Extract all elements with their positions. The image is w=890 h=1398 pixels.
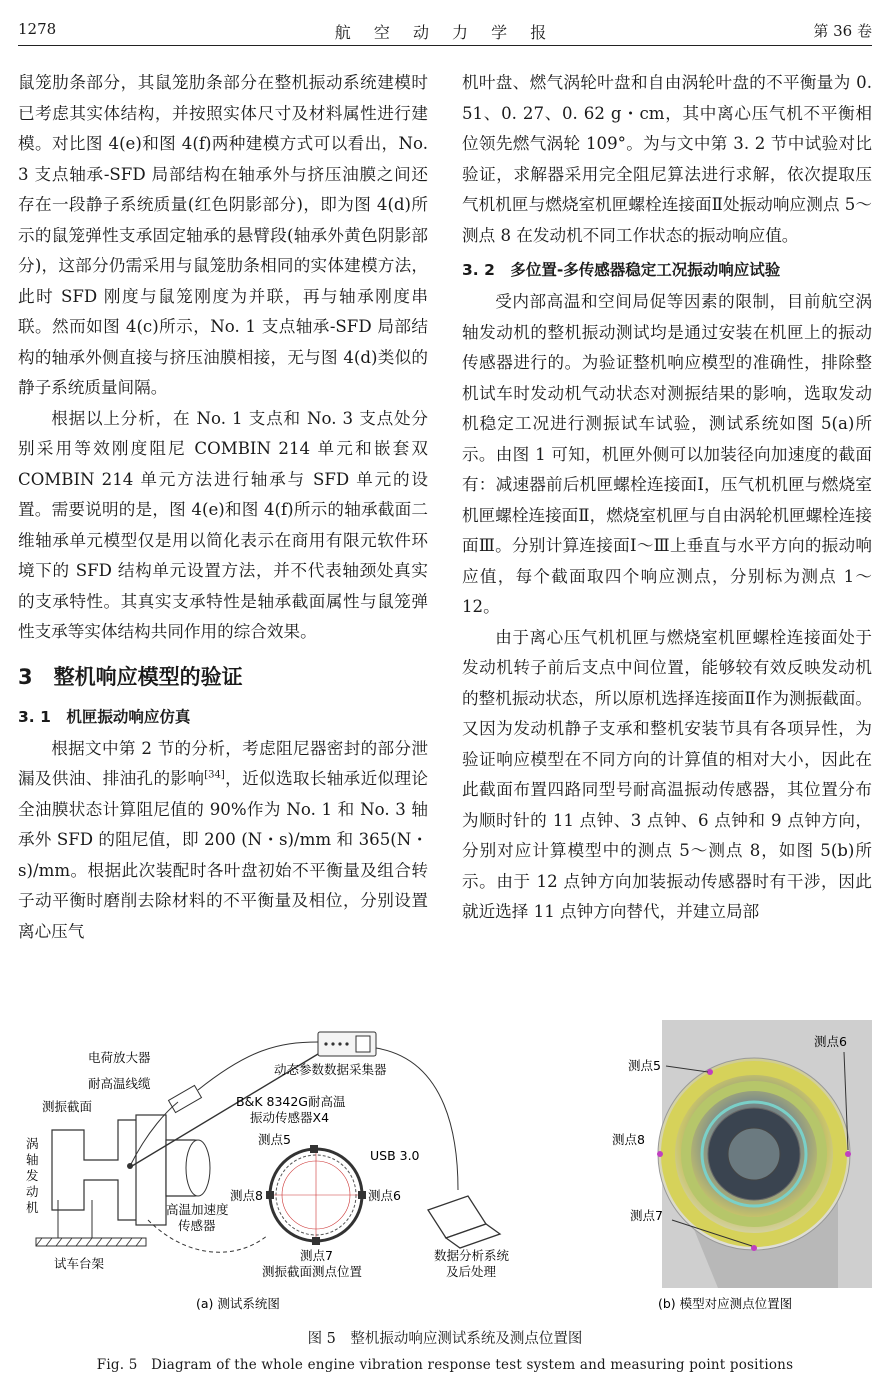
caption-a: (a) 测试系统图 [196,1296,280,1311]
usb-cable [376,1048,458,1190]
figure-5 [18,1020,872,1325]
sensor-pt5 [310,1145,318,1153]
daq-led [338,1042,341,1045]
page-number: 1278 [18,20,57,38]
citation-ref: [34] [204,769,225,781]
label-analysis-2: 及后处理 [446,1264,497,1279]
right-column [462,68,872,928]
label-usb: USB 3.0 [370,1148,420,1163]
section-heading: 3 整机响应模型的验证 [18,664,243,689]
label-ring-caption: 测振截面测点位置 [262,1264,363,1279]
label-engine-3: 发 [26,1168,39,1183]
left-paragraph-3 [18,734,428,948]
paragraph-text: ，近似选取长轴承近似理论全油膜状态计算阻尼值的 90%作为 No. 1 和 No. 3 轴承外 SFD 的阻尼值，即 200 (N・s)/mm 和 365(N・s)/mm。根据此次装配时各叶盘初始不平衡量及组合转子动平衡时磨削去除材料的不平衡量及相位，分别设置离心压气 [18,769,429,941]
daq-led [345,1042,348,1045]
figure-caption-cn: 图 5 整机振动响应测试系统及测点位置图 [307,1331,583,1347]
label-b-pt8: 测点8 [612,1132,645,1147]
label-daq: 动态参数数据采集器 [274,1062,387,1077]
label-bench: 试车台架 [54,1256,105,1271]
subsection-heading-3-2: 3. 2 多位置-多传感器稳定工况振动响应试验 [462,261,781,279]
figure-caption-en: Fig. 5 Diagram of the whole engine vibration response test system and measuring point positions [96,1357,794,1373]
sensor-pt7 [312,1237,320,1245]
paragraph-text: 根据文中第 2 节的分析，考虑阻尼器密封的部分泄漏及供油、排油孔的影响 [18,738,428,788]
label-charge-amp: 电荷放大器 [88,1050,151,1065]
label-engine-4: 动 [26,1184,39,1199]
label-accel-2: 传感器 [178,1218,216,1233]
label-a-pt6: 测点6 [368,1188,401,1203]
label-cable: 耐高温线缆 [88,1076,151,1091]
label-a-pt7: 测点7 [300,1248,333,1263]
right-paragraph-1: 机叶盘、燃气涡轮叶盘和自由涡轮叶盘的不平衡量为 0. 51、0. 27、0. 62 g・cm，其中离心压气机不平衡相位领先燃气涡轮 109°。为与文中第 3. 2 节中试验对比验证，求解器采用完全阻尼算法进行求解，依次提取压气机机匣与燃烧室机匣螺栓连接面Ⅱ处振动响应测点 5～测点 8 在发动机不同工作状态的振动响应值。 [462,73,872,245]
left-paragraph-2: 根据以上分析，在 No. 1 支点和 No. 3 支点处分别采用等效刚度阻尼 COMBIN 214 单元和嵌套双 COMBIN 214 单元方法进行轴承与 SFD 单元的设置。需要说明的是，图 4(e)和图 4(f)所示的轴承截面二维轴承单元模型仅是用以简化表示在商用有限元软件环境下的 SFD 结构单元设置方法，并不代表轴颈处真实的支承特性。其真实支承特性是轴承截面属性与鼠笼弹性支承等实体结构共同作用的综合效果。 [18,408,428,641]
daq-led [331,1042,334,1045]
header-rule [18,45,872,46]
sensor-pt8 [266,1191,274,1199]
engine-outline [52,1120,138,1220]
panel-b-model-points [612,1020,872,1311]
subsection-heading-3-1: 3. 1 机匣振动响应仿真 [18,707,191,726]
label-engine-1: 涡 [26,1136,39,1151]
caption-b: (b) 模型对应测点位置图 [658,1296,793,1311]
label-a-pt8: 测点8 [230,1188,263,1203]
label-section: 测振截面 [42,1099,93,1114]
label-sensor-2: 振动传感器X4 [250,1110,330,1125]
label-analysis-1: 数据分析系统 [434,1248,510,1263]
sensor-pt6 [358,1191,366,1199]
label-engine-2: 轴 [26,1152,39,1167]
model-point8-marker [657,1151,663,1157]
journal-title: 航 空 动 力 学 报 [334,23,556,42]
left-column [18,68,428,947]
right-paragraph-3: 由于离心压气机机匣与燃烧室机匣螺栓连接面处于发动机转子前后支点中间位置，能够较有效反映发动机的整机振动状态，所以原机选择连接面Ⅱ作为测振截面。又因为发动机静子支承和整机安装节具有各项异性，为验证响应模型在不同方向的计算值的相对大小，因此在此截面布置四路同型号耐高温振动传感器，其位置分布为顺时针的 11 点钟、3 点钟、6 点钟和 9 点钟方向，分别对应计算模型中的测点 5～测点 8，如图 5(b)所示。由于 12 点钟方向加装振动传感器时有干涉，因此就近选择 11 点钟方向替代，并建立局部 [462,627,872,921]
volume-label: 第 36 卷 [813,22,872,40]
globe-icon [356,1036,370,1052]
label-a-pt5: 测点5 [258,1132,291,1147]
running-header [18,14,872,44]
exhaust-end [186,1140,210,1196]
left-paragraph-1: 鼠笼肋条部分，其鼠笼肋条部分在整机振动系统建模时已考虑其实体结构，并按照实体尺寸及材料属性进行建模。对比图 4(e)和图 4(f)两种建模方式可以看出，No. 3 支点轴承-SFD 局部结构在轴承外与挤压油膜之间还存在一段静子系统质量(红色阴影部分)，即为图 4(d)所示的鼠笼弹性支承固定轴承的悬臂段(轴承外黄色阴影部分)，这部分仍需采用与鼠笼肋条相同的实体建模方法，此时 SFD 刚度与鼠笼刚度为并联，再与轴承刚度串联。然而如图 4(c)所示，No. 1 支点轴承-SFD 局部结构的轴承外侧直接与挤压油膜相接，无与图 4(d)类似的静子系统质量间隔。 [18,73,428,397]
charge-amplifier-box [169,1085,202,1112]
figure-5-drawing [18,1020,872,1325]
label-engine-5: 机 [26,1200,39,1215]
label-b-pt6: 测点6 [814,1034,847,1049]
model-point6-marker [845,1151,851,1157]
panel-a-test-system [26,1032,510,1311]
label-b-pt5: 测点5 [628,1058,661,1073]
label-b-pt7: 测点7 [630,1208,663,1223]
label-accel-1: 高温加速度 [166,1202,229,1217]
daq-led [324,1042,327,1045]
label-sensor-1: B&K 8342G耐高温 [236,1094,346,1109]
model-shaft [728,1128,780,1180]
right-paragraph-2: 受内部高温和空间局促等因素的限制，目前航空涡轴发动机的整机振动测试均是通过安装在机匣上的振动传感器进行的。为验证整机响应模型的准确性，排除整机试车时发动机气动状态对测振结果的影响，选取发动机稳定工况进行测振试车试验，测试系统如图 5(a)所示。由图 1 可知，机匣外侧可以加装径向加速度的截面有：减速器前后机匣螺栓连接面Ⅰ，压气机机匣与燃烧室机匣螺栓连接面Ⅱ，燃烧室机匣与自由涡轮机匣螺栓连接面Ⅲ。分别计算连接面Ⅰ～Ⅲ上垂直与水平方向的振动响应值，每个截面取四个响应测点，分别标为测点 1～12。 [462,292,872,616]
